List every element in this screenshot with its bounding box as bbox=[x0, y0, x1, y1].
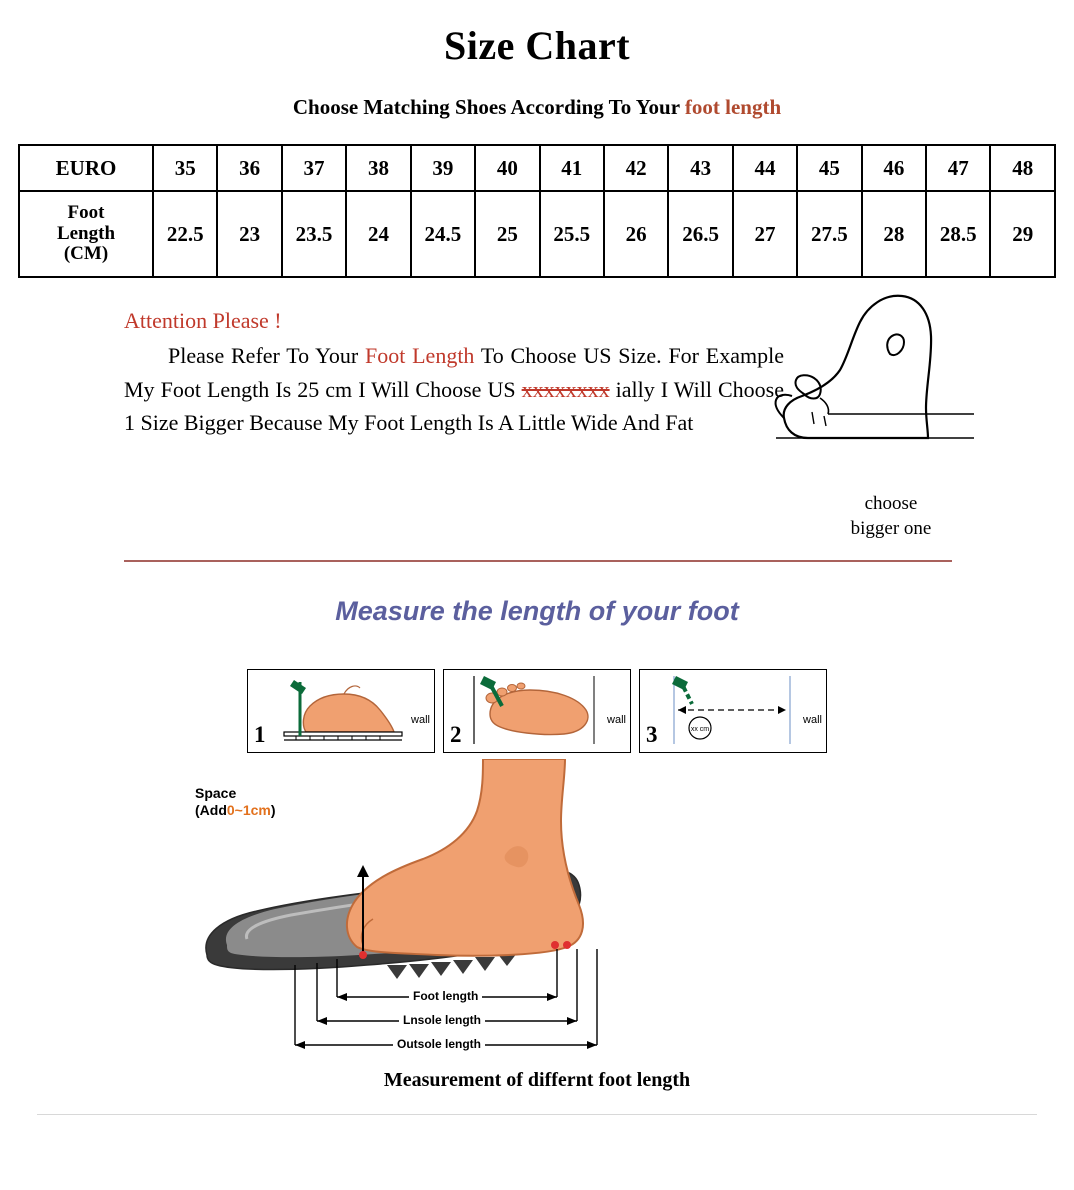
foot-outline-icon bbox=[768, 290, 978, 475]
step-box-2 bbox=[443, 669, 631, 753]
subtitle-accent: foot length bbox=[684, 95, 782, 119]
table-cell-foot-length: 27 bbox=[733, 191, 797, 277]
page-title: Size Chart bbox=[443, 23, 631, 68]
table-cell-euro: 47 bbox=[926, 145, 990, 191]
step-1-illustration bbox=[248, 670, 434, 752]
step-wall-label: wall bbox=[607, 714, 626, 726]
measure-title: Measure the length of your foot bbox=[335, 596, 739, 626]
dim-label-foot-length: Foot length bbox=[409, 989, 482, 1003]
page-subtitle bbox=[0, 95, 1074, 120]
space-label bbox=[195, 785, 276, 819]
table-cell-euro: 46 bbox=[862, 145, 926, 191]
table-cell-euro: 45 bbox=[797, 145, 861, 191]
table-cell-foot-length: 29 bbox=[990, 191, 1055, 277]
attention-line-c: ially I Will Choose 1 Size Bigger Because My Foot Length Is A Little Wide And Fat bbox=[124, 376, 784, 436]
table-cell-euro: 44 bbox=[733, 145, 797, 191]
row-header-euro: EURO bbox=[19, 145, 153, 191]
attention-text-block bbox=[124, 304, 784, 440]
table-cell-foot-length: 22.5 bbox=[153, 191, 217, 277]
table-row-foot-length bbox=[19, 191, 1055, 277]
step-wall-label: wall bbox=[803, 714, 822, 726]
step-number: 2 bbox=[450, 722, 462, 747]
table-cell-euro: 41 bbox=[540, 145, 604, 191]
foot-label-line3: (CM) bbox=[63, 243, 109, 265]
step-box-1 bbox=[247, 669, 435, 753]
table-cell-foot-length: 25.5 bbox=[540, 191, 604, 277]
diagram-caption: Measurement of differnt foot length bbox=[383, 1069, 691, 1091]
table-cell-euro: 38 bbox=[346, 145, 410, 191]
bottom-divider bbox=[37, 1114, 1037, 1115]
table-cell-euro: 48 bbox=[990, 145, 1055, 191]
table-cell-euro: 35 bbox=[153, 145, 217, 191]
space-add-value: 0~1cm bbox=[226, 801, 271, 818]
table-cell-euro: 43 bbox=[668, 145, 732, 191]
table-cell-foot-length: 26 bbox=[604, 191, 668, 277]
table-cell-foot-length: 24.5 bbox=[411, 191, 475, 277]
foot-measurement-diagram bbox=[187, 759, 887, 1059]
size-table-wrapper bbox=[18, 144, 1056, 278]
foot-label-line2: Length bbox=[56, 222, 116, 244]
table-cell-euro: 36 bbox=[217, 145, 281, 191]
subtitle-prefix: Choose Matching Shoes According To Your bbox=[292, 95, 685, 119]
attention-struck-text: xxxxxxxx bbox=[521, 376, 610, 402]
step-2-illustration bbox=[444, 670, 630, 752]
table-cell-euro: 37 bbox=[282, 145, 346, 191]
choose-bigger-line1: choose bbox=[864, 493, 918, 514]
table-cell-foot-length: 27.5 bbox=[797, 191, 861, 277]
space-add-suffix: ) bbox=[270, 801, 276, 818]
space-label-line1: Space bbox=[195, 785, 237, 801]
step-3-illustration bbox=[640, 670, 826, 752]
attention-line-b: To Choose US Size. For Example My Foot Length Is 25 cm I Will Choose US bbox=[124, 343, 784, 402]
table-cell-euro: 42 bbox=[604, 145, 668, 191]
choose-bigger-line2: bigger one bbox=[850, 517, 932, 539]
attention-line-a: Please Refer To Your bbox=[168, 343, 365, 369]
table-row-euro bbox=[19, 145, 1055, 191]
step-wall-label: wall bbox=[411, 714, 430, 726]
section-divider bbox=[124, 560, 952, 562]
step-number: 3 bbox=[646, 722, 658, 747]
step-box-3 bbox=[639, 669, 827, 753]
table-cell-foot-length: 23 bbox=[217, 191, 281, 277]
table-cell-foot-length: 23.5 bbox=[282, 191, 346, 277]
foot-label-line1: Foot bbox=[67, 202, 105, 224]
dim-label-insole-length: Lnsole length bbox=[399, 1013, 485, 1027]
table-cell-euro: 39 bbox=[411, 145, 475, 191]
measure-steps bbox=[0, 669, 1074, 753]
attention-section bbox=[0, 292, 1074, 582]
table-cell-foot-length: 28.5 bbox=[926, 191, 990, 277]
choose-bigger-note bbox=[816, 492, 966, 541]
table-cell-foot-length: 28 bbox=[862, 191, 926, 277]
space-label-line2 bbox=[195, 802, 276, 819]
attention-foot-length-highlight: Foot Length bbox=[364, 343, 475, 369]
attention-title: Attention Please ! bbox=[124, 308, 282, 333]
table-cell-foot-length: 26.5 bbox=[668, 191, 732, 277]
table-cell-foot-length: 25 bbox=[475, 191, 539, 277]
attention-body bbox=[124, 339, 784, 439]
size-table bbox=[18, 144, 1056, 278]
step-number: 1 bbox=[254, 722, 266, 747]
dim-label-outsole-length: Outsole length bbox=[393, 1037, 485, 1051]
foot-measurement-illustration bbox=[187, 759, 887, 1059]
row-header-foot-length bbox=[19, 191, 153, 277]
table-cell-euro: 40 bbox=[475, 145, 539, 191]
space-add-prefix: (Add bbox=[195, 801, 227, 818]
table-cell-foot-length: 24 bbox=[346, 191, 410, 277]
svg-text:xx cm: xx cm bbox=[690, 726, 710, 733]
